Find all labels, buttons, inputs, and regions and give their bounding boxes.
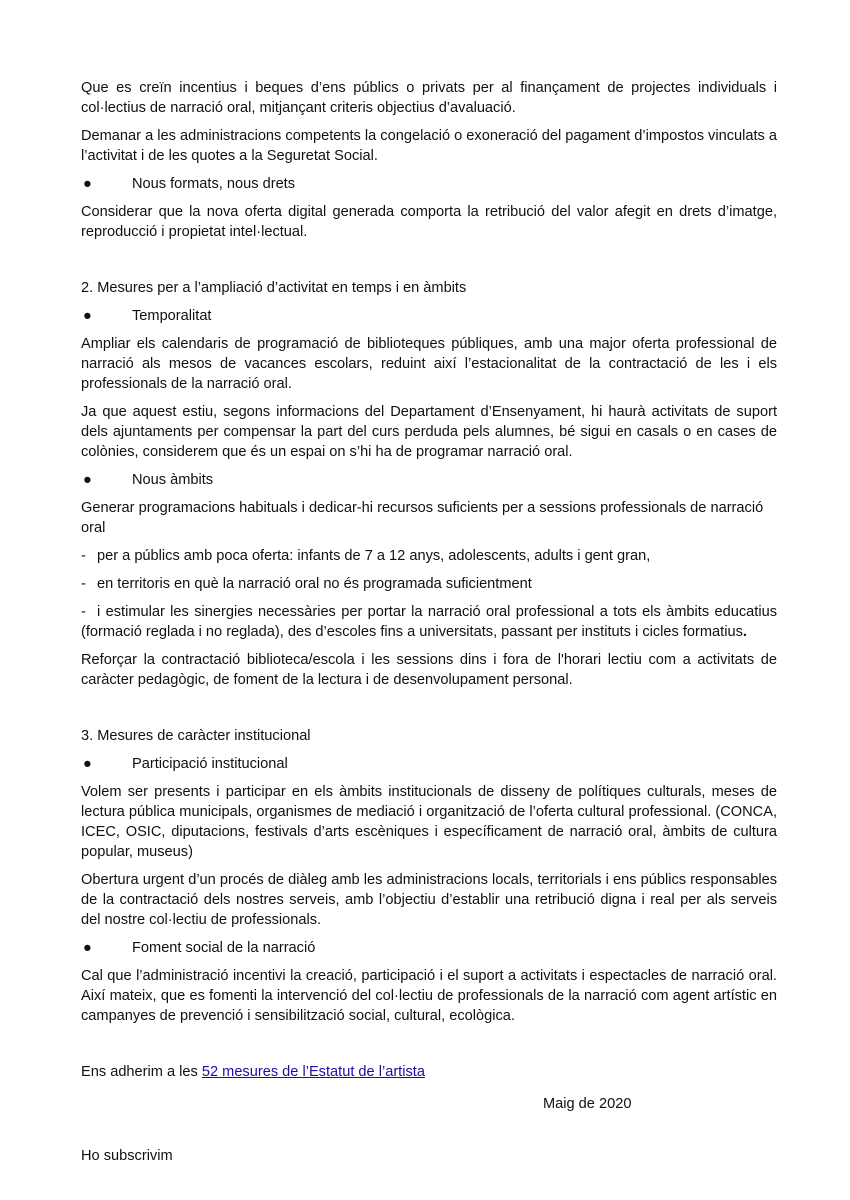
paragraph-reforcar: Reforçar la contractació biblioteca/escola i les sessions dins i fora de l'horari lectiu com a activitats de caràcter pedagògic, de foment de la lectura i de desenvolupament personal. — [81, 652, 777, 688]
bullet-icon: ● — [83, 176, 92, 192]
bullet-label: Participació institucional — [132, 756, 288, 772]
dash-marker: - — [81, 548, 86, 564]
adhesion-line — [81, 1062, 777, 1082]
bullet-label: Nous àmbits — [132, 472, 214, 488]
paragraph-administracio: Cal que l’administració incentivi la creació, participació i el suport a activitats i espectacles de narració oral. Així mateix, que es fomenti la intervenció del col·lectiu de professionals de la narració com agent artístic en campanyes de prevenció i sensibilització social, cultural, ecològica. — [81, 968, 777, 1024]
dash-marker: - — [81, 604, 86, 620]
dash-item-text: i estimular les sinergies necessàries per portar la narració oral professional a tots els àmbits educatius (formació reglada i no reglada), des d’escoles fins a universitats, passant per instituts i cicles formatius — [81, 604, 777, 640]
bullet-icon: ● — [83, 308, 92, 324]
section-heading-3: 3. Mesures de caràcter institucional — [81, 728, 311, 744]
bullet-foment-social — [81, 938, 777, 958]
dash-item-publics — [81, 546, 777, 566]
bullet-nous-ambits — [81, 470, 777, 490]
bullet-temporalitat — [81, 306, 777, 326]
bullet-label: Temporalitat — [132, 308, 212, 324]
bullet-icon: ● — [83, 756, 92, 772]
bullet-nous-formats — [81, 174, 777, 194]
paragraph-oferta-digital: Considerar que la nova oferta digital generada comporta la retribució del valor afegit en drets d’imatge, reproducció i propietat intel·lectual. — [81, 204, 777, 240]
bullet-icon: ● — [83, 940, 92, 956]
adhesion-prefix: Ens adherim a les — [81, 1064, 202, 1080]
paragraph-incentius: Que es creïn incentius i beques d’ens públics o privats per al finançament de projectes individuals i col·lectius de narració oral, mitjançant criteris objectius d’avaluació. — [81, 80, 777, 116]
bullet-icon: ● — [83, 472, 92, 488]
paragraph-obertura: Obertura urgent d’un procés de diàleg amb les administracions locals, territorials i ens públics responsables de la contractació dels nostres serveis, amb l’objectiu d’establir una retribució digna i real per als serveis del nostre col·lectiu de professionals. — [81, 872, 777, 928]
document-date: Maig de 2020 — [543, 1096, 632, 1112]
document-page — [81, 78, 777, 1166]
paragraph-estiu: Ja que aquest estiu, segons informacions del Departament d’Ensenyament, hi haurà activitats de suport dels ajuntaments per compensar la part del curs perduda pels alumnes, bé sigui en casals o en cases de colònies, considerem que és un espai on s’hi ha de programar narració oral. — [81, 404, 777, 460]
bullet-label: Foment social de la narració — [132, 940, 316, 956]
dash-item-text: per a públics amb poca oferta: infants de 7 a 12 anys, adolescents, adults i gent gran, — [97, 548, 651, 564]
dash-item-text: en territoris en què la narració oral no és programada suficientment — [97, 576, 532, 592]
paragraph-impostos: Demanar a les administracions competents la congelació o exoneració del pagament d’impostos vinculats a l’activitat i de les quotes a la Seguretat Social. — [81, 128, 778, 164]
section-heading-2: 2. Mesures per a l’ampliació d’activitat en temps i en àmbits — [81, 280, 467, 296]
dash-item-territoris — [81, 574, 777, 594]
signature-line: Ho subscrivim — [81, 1148, 173, 1164]
dash-item-period: . — [742, 624, 747, 640]
paragraph-programacions: Generar programacions habituals i dedicar-hi recursos suficients per a sessions professionals de narració oral — [81, 500, 764, 536]
paragraph-volem-ser: Volem ser presents i participar en els àmbits institucionals de disseny de polítiques culturals, meses de lectura pública municipals, organismes de mediació i organització de l’oferta cultural professional. (CONCA, ICEC, OSIC, diputacions, festivals d’arts escèniques i específicament de narració oral, àmbits de cultura popular, museus) — [81, 784, 777, 860]
dash-item-sinergies — [81, 602, 777, 642]
paragraph-calendaris: Ampliar els calendaris de programació de biblioteques públiques, amb una major oferta professional de narració als mesos de vacances escolars, reduint així l’estacionalitat de la contractació de les i els professionals de la narració oral. — [81, 336, 777, 392]
dash-marker: - — [81, 576, 86, 592]
estatut-artista-link[interactable]: 52 mesures de l’Estatut de l’artista — [201, 1064, 425, 1080]
bullet-participacio — [81, 754, 777, 774]
bullet-label: Nous formats, nous drets — [132, 176, 296, 192]
